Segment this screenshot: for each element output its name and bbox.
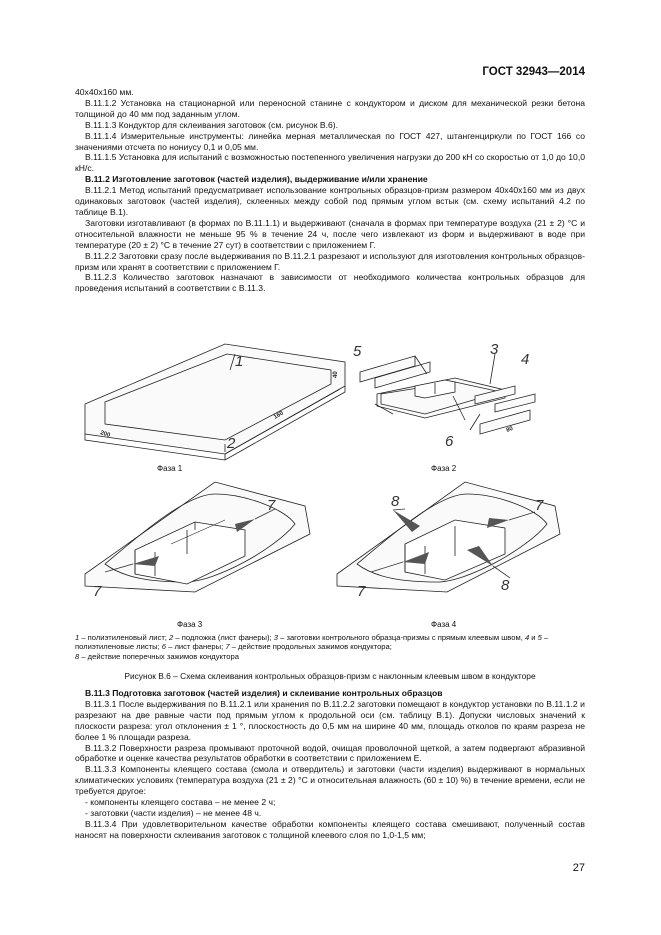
phase3-drawing [85, 482, 310, 592]
label-4: 4 [521, 351, 530, 368]
list-item: - компоненты клеящего состава – не менее 2 ч; [85, 797, 276, 808]
phase-1-label: Фаза 1 [157, 464, 183, 473]
legend-number: 7 [225, 642, 230, 652]
paragraph: В.11.1.3 Кондуктор для склеивания заготовок (см. рисунок В.6). [85, 119, 339, 130]
label-7-phase3-left: 7 [93, 583, 102, 600]
label-5: 5 [353, 343, 362, 360]
figure-legend [75, 633, 585, 661]
label-8-top: 8 [391, 493, 400, 510]
legend-number: 1 [75, 633, 80, 642]
figure-caption: Рисунок В.6 – Схема склеивания контрольных образцов-призм с наклонным клеевым швом в кондукторе [124, 671, 536, 681]
phase-2-label: Фаза 2 [431, 464, 457, 473]
legend-text: – заготовки контрольного образца-призмы с прямым клеевым швом, [278, 633, 525, 642]
paragraph: В.11.1.2 Установка на стационарной или переносной станине с кондуктором и диском для механической резки бетона толщиной до 40 мм под заданным углом. [75, 97, 585, 119]
paragraph: Заготовки изготавливают (в формах по В.11.1.1) и выдерживают (сначала в формах при температуре воздуха (21 ± 2) °С и относительной влажности не меньше 95 % в течение 24 ч, после чего извлекают из форм и выдерживают в воде при температуре (20 ± 2) °С в течение 27 сут) в соответствии с приложением Г. [75, 217, 585, 250]
label-3: 3 [490, 341, 499, 358]
legend-number: 6 [161, 642, 167, 652]
paragraph: В.11.3.4 При удовлетворительном качестве обработки компоненты клеящего состава смешивают, полученный состав наносят на поверхности склеивания заготовок с толщиной клеевого слоя по 1,0-1,5 мм; [75, 818, 585, 840]
dimension-40: 40 [333, 371, 339, 378]
legend-number: 8 [75, 651, 80, 661]
legend-text: – полиэтиленовый лист; [79, 633, 170, 642]
section-heading: В.11.3 Подготовка заготовок (частей изделия) и склеивание контрольных образцов [85, 688, 443, 698]
paragraph: 40х40х160 мм. [75, 87, 134, 97]
label-7-phase3-right: 7 [267, 497, 276, 514]
label-8-bottom: 8 [501, 577, 510, 594]
label-2: 2 [227, 435, 236, 452]
legend-number: 4 [524, 633, 530, 642]
legend-text: – действие поперечных зажимов кондуктора [79, 651, 239, 661]
paragraph: В.11.1.5 Установка для испытаний с возможностью постепенного увеличения нагрузки до 200 кН со скоростью от 1,0 до 10,0 кН/с. [75, 152, 585, 174]
paragraph: В.11.3.1 После выдерживания по В.11.2.1 или хранения по В.11.2.2 заготовки помещают в кондуктор установки по В.11.1.2 и разрезают на две равные части под прямым углом к продольной оси (см. таблицу В.1). Допуски числовых значений к плоскости разреза: угол отклонения ± 1 °, плоскостность до 0,5 мм на ширине 40 мм, площадь отколов по краям разреза не более 1 % площади разреза. [75, 698, 585, 742]
paragraph: В.11.3.2 Поверхности разреза промывают проточной водой, очищая проволочной щеткой, а затем подвергают абразивной обработке и оценке качества результатов обработки в соответствии с приложением Е. [75, 742, 585, 764]
document-id-header: ГОСТ 32943—2014 [482, 66, 585, 78]
paragraph: В.11.3.3 Компоненты клеящего состава (смола и отвердитель) и заготовки (части изделия) выдерживают в нормальных климатических условиях (температура воздуха (21 ± 2) °С и относительная влажность (60 ± 10) %) в течение времени, если не требуется другое: [75, 764, 585, 797]
legend-text: – полиэтиленовые листы; [75, 633, 549, 652]
legend-text: и [529, 633, 538, 642]
body-text-bottom [75, 688, 585, 841]
label-6: 6 [445, 433, 454, 450]
figure-b6 [75, 334, 585, 632]
phase4-drawing [337, 482, 560, 592]
list-item: - заготовки (части изделия) – не менее 48 ч. [85, 807, 262, 818]
gluing-scheme-diagram [75, 334, 585, 632]
phase-4-label: Фаза 4 [431, 620, 457, 629]
legend-number: 2 [169, 633, 174, 642]
legend-number: 5 [537, 633, 542, 642]
label-1: 1 [235, 353, 244, 370]
page-number: 27 [572, 862, 585, 874]
legend-text: – лист фанеры; [166, 642, 226, 652]
paragraph: В.11.1.4 Измерительные инструменты: линейка мерная металлическая по ГОСТ 427, штангенциркули по ГОСТ 166 со значениями отсчета по нониусу 0,1 и 0,05 мм. [75, 130, 585, 152]
phase2-drawing [360, 354, 535, 434]
body-text-top [75, 87, 585, 294]
paragraph: В.11.2.2 Заготовки сразу после выдерживания по В.11.2.1 разрезают и используют для изготовления контрольных образцов-призм или хранят в соответствии с приложением Г. [75, 250, 585, 272]
paragraph: В.11.2.1 Метод испытаний предусматривает использование контрольных образцов-призм размером 40х40х160 мм из двух одинаковых заготовок (частей изделия), склеенных между собой под прямым углом встык (см. схему испытаний 4.2 по таблице В.1). [75, 185, 585, 217]
label-7-phase4-left: 7 [357, 583, 366, 600]
paragraph: В.11.2.3 Количество заготовок назначают в зависимости от необходимого количества контрольных образцов для проведения испытаний в соответствии с В.11.3. [75, 272, 585, 294]
phase1-drawing [85, 344, 345, 460]
legend-text: – действие продольных зажимов кондуктора; [229, 642, 392, 652]
section-heading: В.11.2 Изготовление заготовок (частей изделия), выдерживание и/или хранение [85, 174, 428, 185]
dimension-160: 160 [273, 410, 285, 421]
dimension-80: 80 [505, 425, 514, 434]
phase-3-label: Фаза 3 [177, 620, 203, 629]
dimension-200: 200 [99, 430, 111, 439]
label-7-phase4-right: 7 [535, 497, 544, 514]
legend-number: 3 [273, 633, 279, 642]
legend-text: – подложка (лист фанеры); [173, 633, 274, 642]
